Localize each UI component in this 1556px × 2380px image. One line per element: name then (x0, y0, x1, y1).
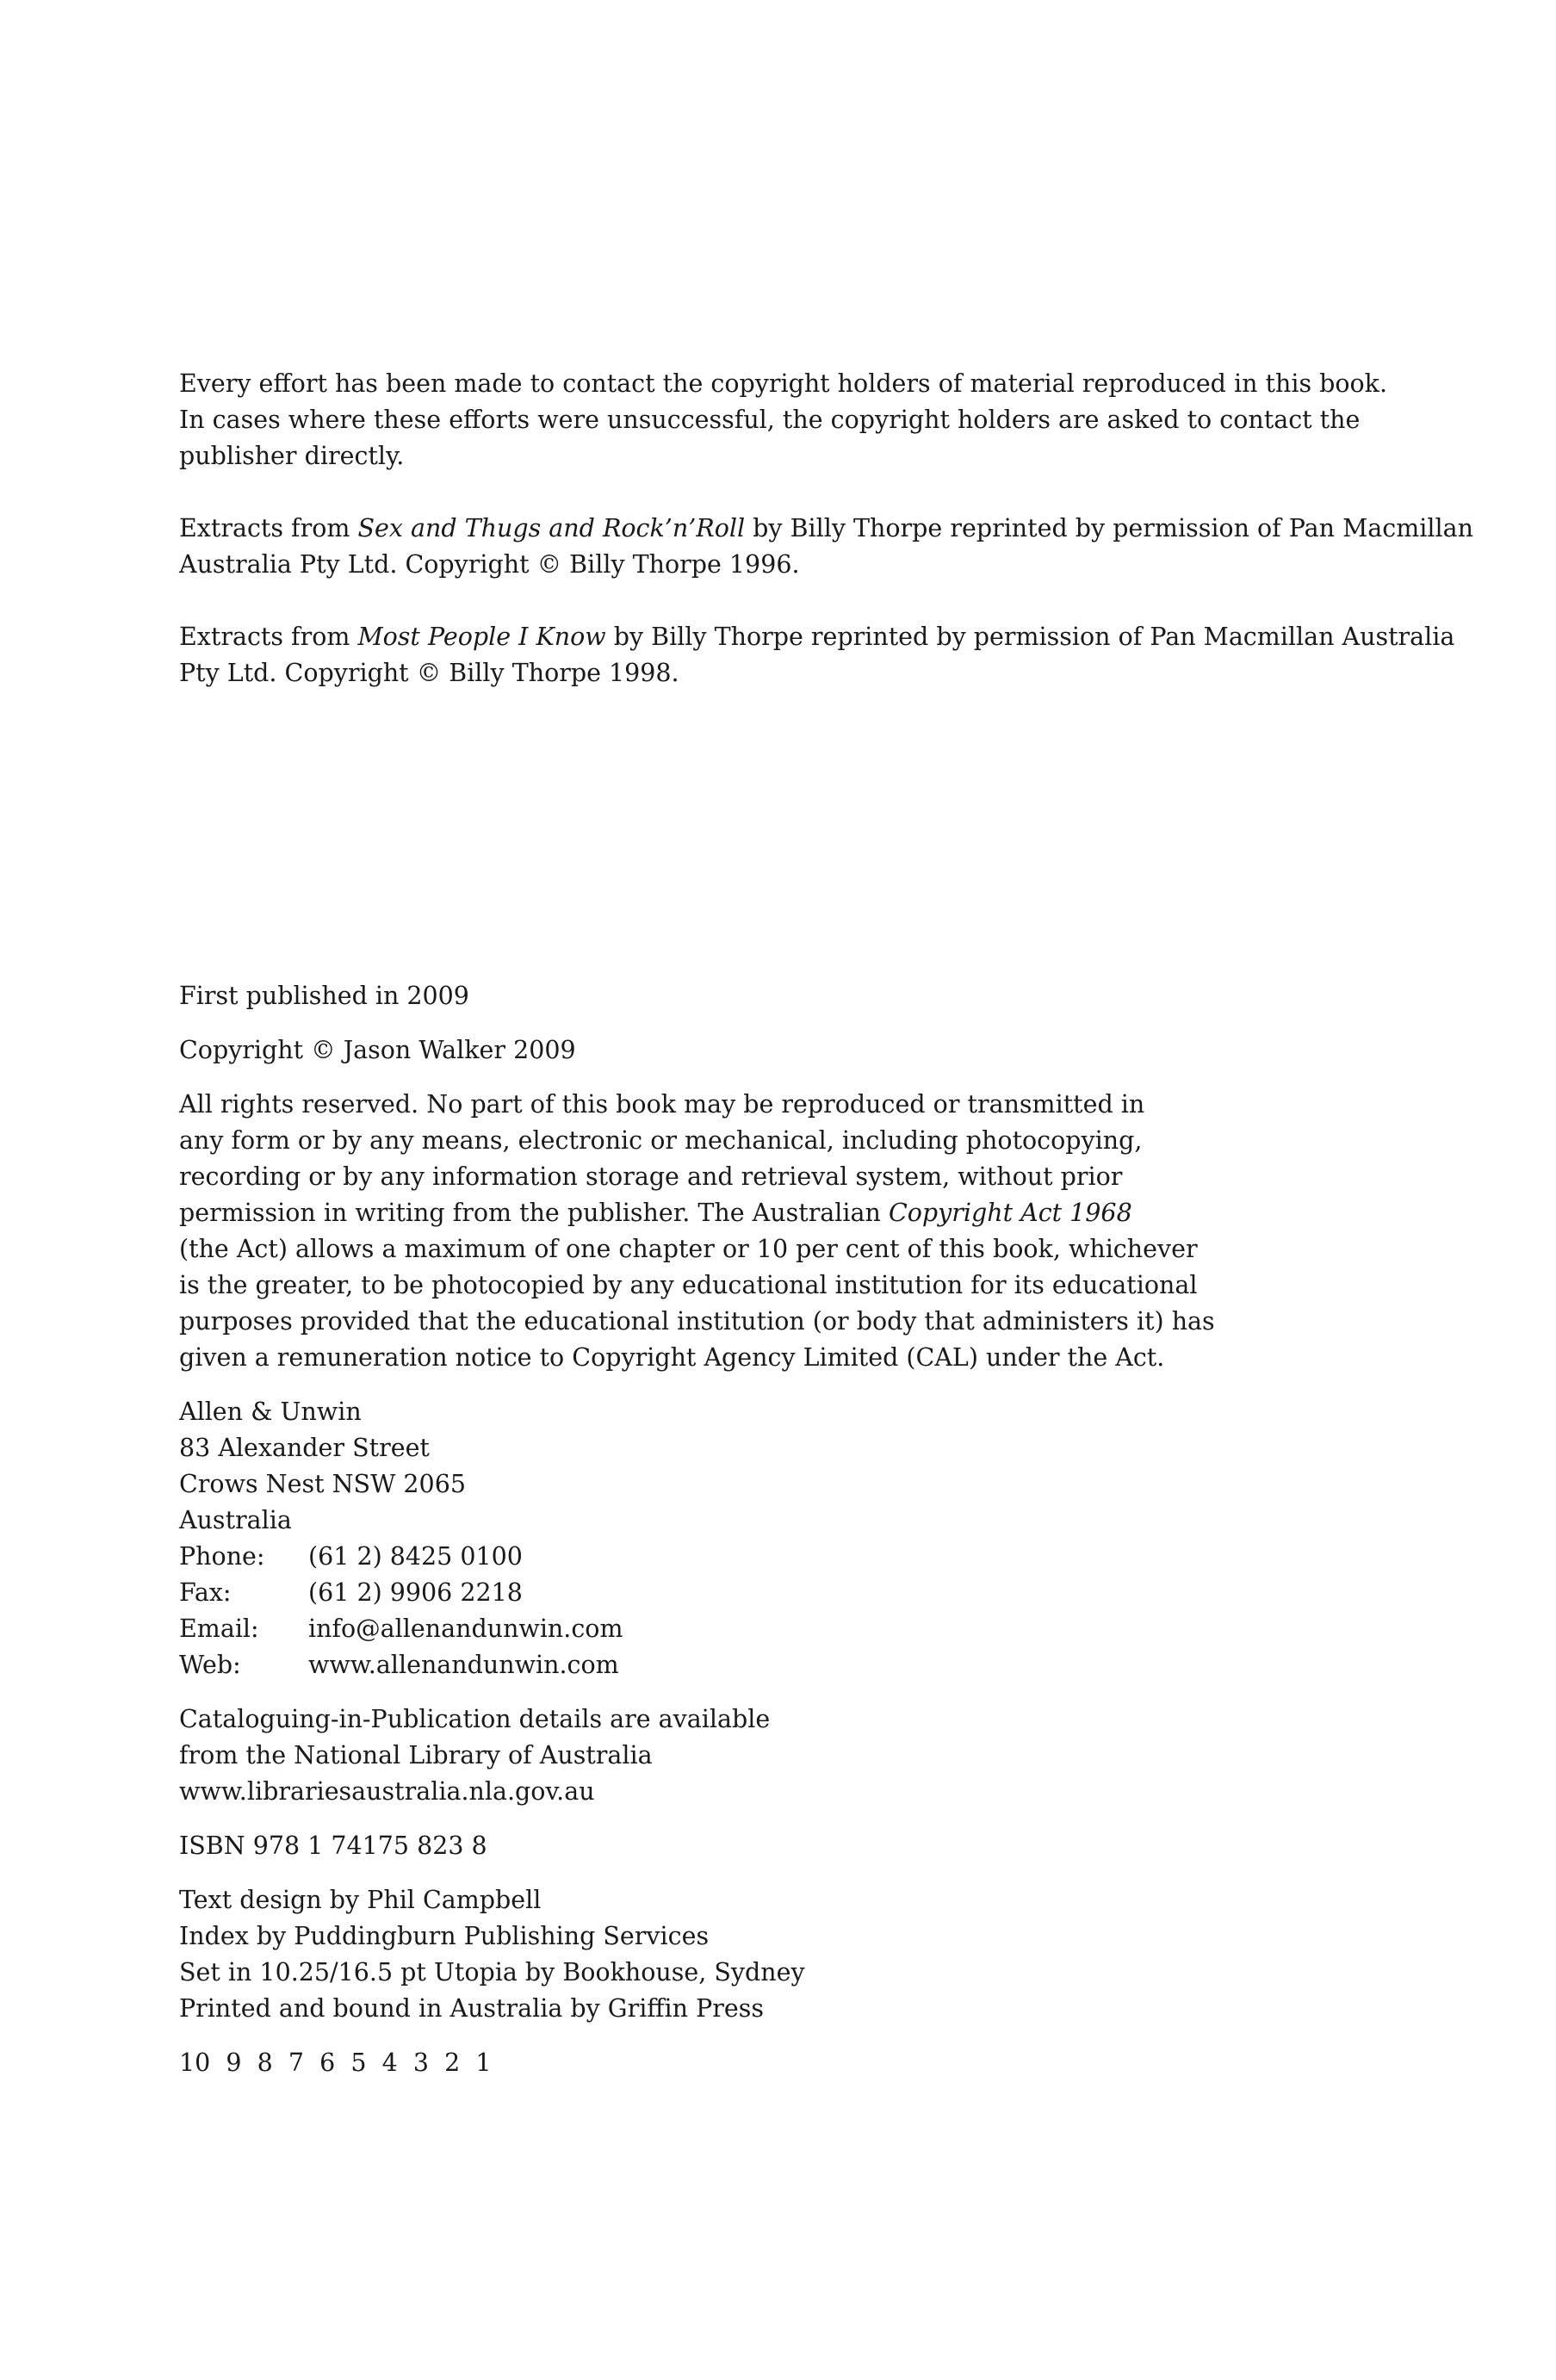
contact-phone: Phone: (61 2) 8425 0100 (179, 1542, 523, 1571)
notice-line: publisher directly. (179, 442, 405, 470)
book-title: Most People I Know (357, 623, 606, 651)
publisher-country: Australia (179, 1506, 292, 1534)
permissions-notice (179, 366, 1473, 691)
publisher-street: 83 Alexander Street (179, 1434, 430, 1462)
first-published: First published in 2009 (179, 982, 469, 1010)
extract-credit-1-line2: Australia Pty Ltd. Copyright © Billy Thorpe 1996. (179, 550, 800, 579)
book-title: Sex and Thugs and Rock’n’Roll (357, 514, 746, 542)
notice-line: Every effort has been made to contact the copyright holders of material reproduced in this book. (179, 369, 1388, 398)
rights-statement: All rights reserved. No part of this book may be reproduced or transmitted in any form or by any means, electronic or mechanical, including photocopying, recording or by any information storage and retrieval system, without prior permission in writing from the publisher. The Australian Copyright Act 1968 (the Act) allows a maximum of one chapter or 10 per cent of this book, whichever is the greater, to be photocopied by any educational institution for its educational purposes provided that the educational institution (or body that administers it) has given a remuneration notice to Copyright Agency Limited (CAL) under the Act. (179, 1090, 1215, 1372)
publisher-address (179, 1394, 1215, 1683)
extract-credit-1: Extracts from Sex and Thugs and Rock’n’Roll by Billy Thorpe reprinted by permission of Pan Macmillan (179, 514, 1473, 542)
imprint-block (179, 978, 1215, 2081)
contact-email: Email: info@allenandunwin.com (179, 1615, 623, 1643)
copyright-line: Copyright © Jason Walker 2009 (179, 1036, 576, 1064)
act-title: Copyright Act 1968 (888, 1199, 1132, 1227)
notice-line: In cases where these efforts were unsuccessful, the copyright holders are asked to contact the (179, 406, 1361, 434)
publisher-city: Crows Nest NSW 2065 (179, 1470, 466, 1498)
contact-web: Web: www.allenandunwin.com (179, 1651, 619, 1679)
cataloguing-details: Cataloguing-in-Publication details are available from the National Library of Australia www.librariesaustralia.nla.gov.au (179, 1705, 771, 1806)
isbn: ISBN 978 1 74175 823 8 (179, 1831, 487, 1860)
production-credits: Text design by Phil Campbell Index by Puddingburn Publishing Services Set in 10.25/16.5 pt Utopia by Bookhouse, Sydney Printed and bound in Australia by Griffin Press (179, 1886, 805, 2023)
extract-credit-2: Extracts from Most People I Know by Billy Thorpe reprinted by permission of Pan Macmillan Australia (179, 623, 1455, 651)
publisher-name: Allen & Unwin (179, 1398, 362, 1426)
extract-credit-2-line2: Pty Ltd. Copyright © Billy Thorpe 1998. (179, 659, 679, 687)
printing-line: 10 9 8 7 6 5 4 3 2 1 (179, 2048, 492, 2077)
contact-fax: Fax: (61 2) 9906 2218 (179, 1578, 523, 1607)
